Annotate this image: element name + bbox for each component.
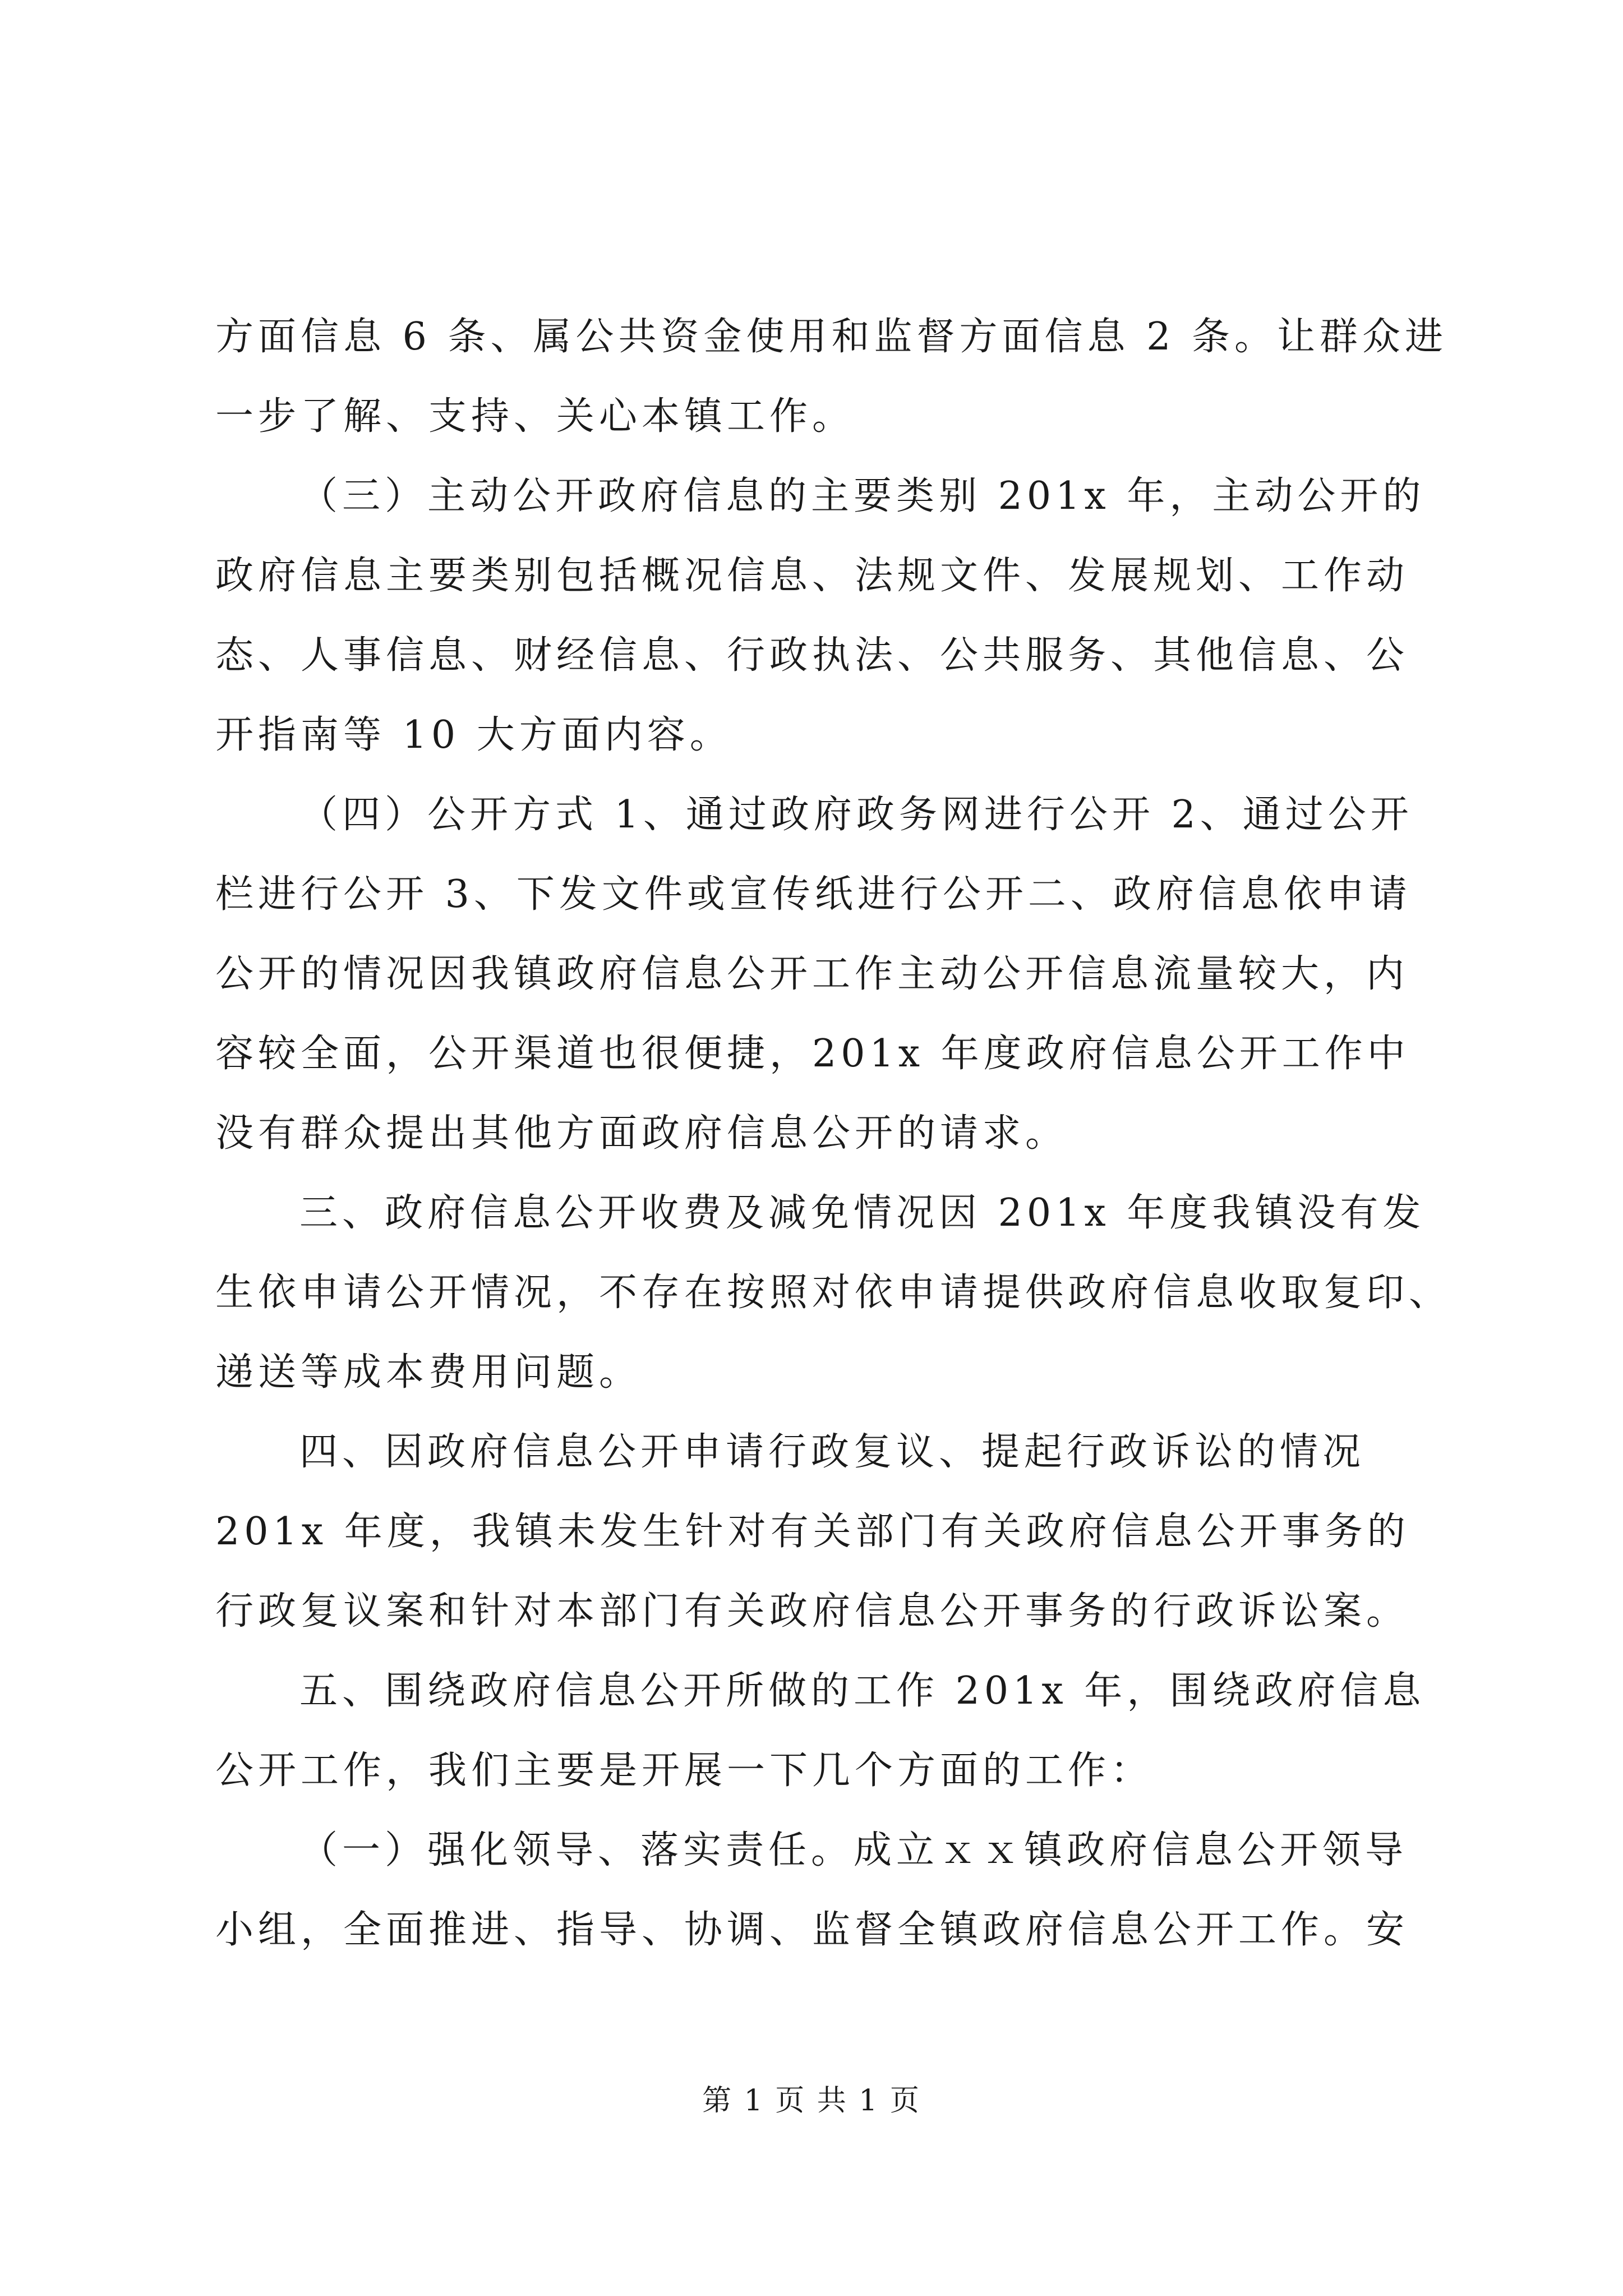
body-line: 递送等成本费用问题。	[215, 1350, 642, 1395]
paragraph-start-line: （三）主动公开政府信息的主要类别 201x 年，主动公开的	[299, 474, 1426, 518]
body-line: 容较全面，公开渠道也很便捷，201x 年度政府信息公开工作中	[215, 1032, 1410, 1076]
page-number-label: 第 1 页 共 1 页	[702, 2084, 921, 2118]
body-line: 态、人事信息、财经信息、行政执法、公共服务、其他信息、公	[215, 633, 1409, 678]
body-line: 一步了解、支持、关心本镇工作。	[215, 394, 855, 439]
body-line: 政府信息主要类别包括概况信息、法规文件、发展规划、工作动	[215, 554, 1409, 598]
body-line: 栏进行公开 3、下发文件或宣传纸进行公开二、政府信息依申请	[215, 872, 1412, 917]
page-footer	[0, 2081, 1623, 2120]
body-line: 没有群众提出其他方面政府信息公开的请求。	[215, 1111, 1068, 1156]
body-line: 方面信息 6 条、属公共资金使用和监督方面信息 2 条。让群众进	[215, 315, 1447, 359]
body-line: 生依申请公开情况，不存在按照对依申请提供政府信息收取复印、	[215, 1271, 1452, 1315]
body-line: 行政复议案和针对本部门有关政府信息公开事务的行政诉讼案。	[215, 1589, 1409, 1634]
document-body	[215, 297, 1452, 1970]
paragraph-start-line: 四、因政府信息公开申请行政复议、提起行政诉讼的情况	[299, 1430, 1366, 1474]
body-line: 小组，全面推进、指导、协调、监督全镇政府信息公开工作。安	[215, 1908, 1409, 1952]
paragraph-start-line: （一）强化领导、落实责任。成立ｘｘ镇政府信息公开领导	[299, 1828, 1408, 1872]
paragraph-start-line: （四）公开方式 1、通过政府政务网进行公开 2、通过公开	[299, 793, 1413, 837]
body-line: 201x 年度，我镇未发生针对有关部门有关政府信息公开事务的	[215, 1510, 1410, 1554]
body-line: 公开的情况因我镇政府信息公开工作主动公开信息流量较大，内	[215, 952, 1409, 996]
body-line: 公开工作，我们主要是开展一下几个方面的工作：	[215, 1749, 1154, 1793]
body-line: 开指南等 10 大方面内容。	[215, 713, 732, 757]
paragraph-start-line: 三、政府信息公开收费及减免情况因 201x 年度我镇没有发	[299, 1191, 1426, 1235]
paragraph-start-line: 五、围绕政府信息公开所做的工作 201x 年，围绕政府信息	[299, 1669, 1426, 1713]
